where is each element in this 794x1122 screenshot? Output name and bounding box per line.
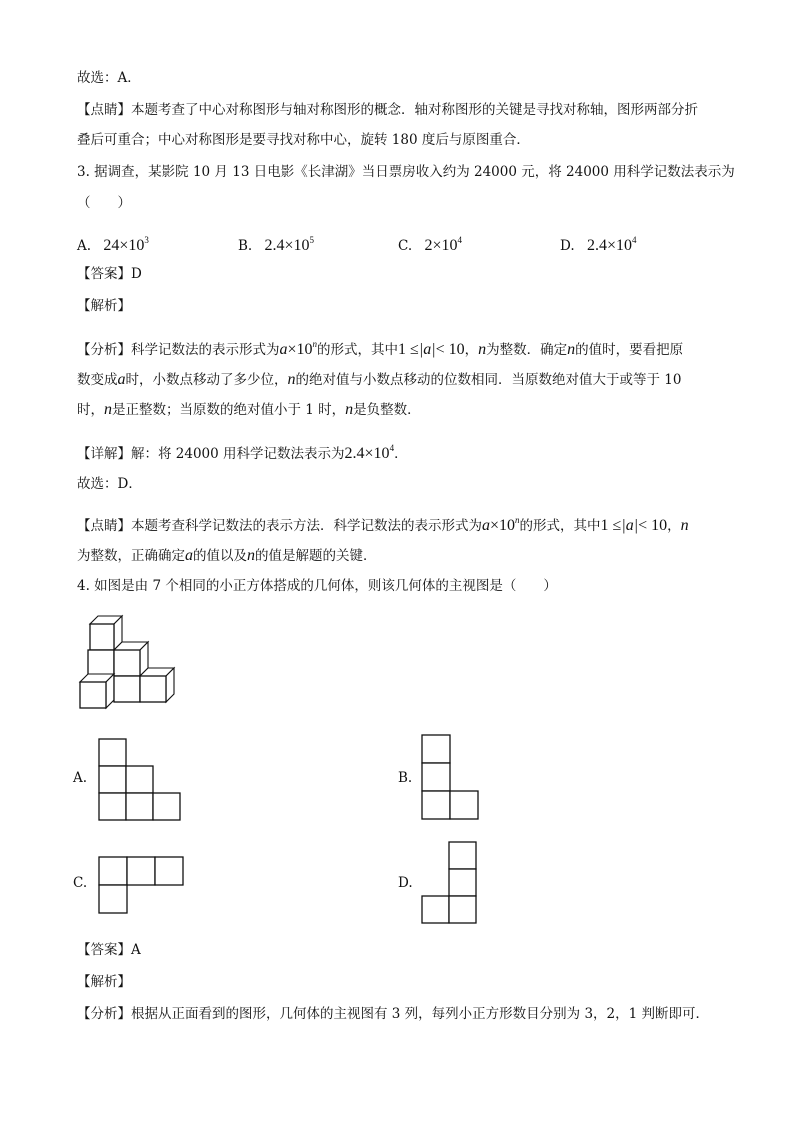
var-n: n	[287, 371, 296, 388]
q4-option-d-label: D.	[398, 875, 413, 891]
q3-option-a	[77, 230, 149, 256]
option-label: C.	[398, 238, 413, 254]
abs-a: |a|	[621, 517, 639, 534]
option-exponent: 5	[309, 235, 315, 245]
var-n: n	[515, 515, 520, 525]
comment-3-line-2	[77, 546, 377, 566]
cube	[140, 668, 174, 702]
option-label: A.	[77, 238, 92, 254]
var-n: n	[247, 547, 255, 564]
front-view-a-svg	[98, 738, 182, 822]
comment-line-1: 【点睛】本题考查了中心对称图形与轴对称图形的概念．轴对称图形的关键是寻找对称轴，图形两部分折	[77, 102, 698, 118]
text-run: 的绝对值与小数点移动的位数相同．当原数绝对值大于或等于 10	[295, 372, 682, 388]
cube-solid-figure	[74, 612, 184, 712]
text-run: 【点睛】本题考查科学记数法的表示方法．科学记数法的表示形式为	[77, 518, 482, 534]
conclusion-3: 故选：D．	[77, 476, 142, 492]
text-run: 【详解】解：将 24000 用科学记数法表示为	[77, 446, 345, 462]
option-label: B.	[238, 238, 253, 254]
var-n: n	[345, 401, 354, 418]
analysis-heading-4: 【解析】	[77, 974, 131, 990]
sci-mantissa: 2.4×10	[344, 445, 390, 462]
q4-option-c-label: C.	[73, 875, 88, 891]
var-n: n	[104, 401, 112, 418]
q3-option-c	[398, 230, 462, 256]
text-run: ，	[667, 518, 681, 534]
text-run: 的形式，其中	[317, 342, 399, 358]
ten: 10	[296, 341, 313, 358]
text-run: 的值是解题的关键．	[255, 548, 377, 564]
q4-option-a-label: A.	[73, 770, 88, 786]
q4-option-c-figure	[98, 856, 184, 914]
text-run: 为整数，正确确定	[77, 548, 185, 564]
option-exponent: 3	[144, 235, 149, 245]
text-run: 的形式，其中	[519, 518, 601, 534]
question-3-text: 3. 据调查，某影院 10 月 13 日电影《长津湖》当日票房收入约为 24000 元，将 24000 用科学记数法表示为	[77, 164, 735, 180]
text-run: 的值时，要看把原	[575, 342, 684, 358]
q4-option-a-figure	[98, 738, 182, 822]
text-run: 是负整数．	[353, 402, 421, 418]
text-run: ．	[394, 446, 408, 462]
analysis-4: 【分析】根据从正面看到的图形，几何体的主视图有 3 列，每列小正方形数目分别为 3，2，1 判断即可．	[77, 1006, 710, 1022]
option-mantissa: 2×10	[424, 237, 458, 254]
q4-option-b-label: B.	[398, 770, 413, 786]
var-a: a	[185, 547, 193, 564]
var-n: n	[312, 339, 318, 349]
times-sign: ×	[287, 341, 297, 358]
cube-solid-svg	[74, 612, 184, 712]
conclusion-line: 故选：A．	[77, 70, 141, 86]
analysis-3-line-1	[77, 334, 683, 360]
q3-option-d	[560, 230, 636, 256]
text-run: 的值以及	[193, 548, 247, 564]
var-a: a	[482, 517, 490, 534]
answer-4: 【答案】A	[77, 942, 141, 958]
front-view-b-svg	[421, 734, 479, 820]
text-run: 是正整数；当原数的绝对值小于 1 时，	[112, 402, 346, 418]
analysis-3-line-3	[77, 400, 421, 420]
analysis-3-line-2	[77, 370, 681, 390]
text-run: 时，	[77, 402, 104, 418]
one-le: 1 ≤	[600, 517, 622, 534]
lt-ten: < 10	[638, 517, 668, 534]
one-le: 1 ≤	[398, 341, 419, 358]
text-run: ，	[464, 342, 479, 358]
option-exponent: 4	[631, 235, 637, 245]
q4-option-b-figure	[421, 734, 479, 820]
answer-3: 【答案】D	[77, 266, 142, 282]
text-run: 为整数．确定	[486, 342, 568, 358]
analysis-heading-3: 【解析】	[77, 298, 131, 314]
var-a: a	[117, 371, 126, 388]
cube	[90, 616, 122, 650]
option-exponent: 4	[457, 235, 462, 245]
times-sign: ×	[490, 517, 500, 534]
cube	[114, 676, 140, 702]
var-a: a	[279, 341, 288, 358]
q4-option-d-figure	[421, 841, 479, 925]
option-label: D.	[560, 238, 575, 254]
q3-option-b	[238, 230, 314, 256]
option-mantissa: 2.4×10	[264, 237, 310, 254]
text-run: 时，小数点移动了多少位，	[125, 372, 288, 388]
comment-3-line-1	[77, 510, 689, 536]
lt-ten: < 10	[435, 341, 465, 358]
front-view-c-svg	[98, 856, 184, 914]
comment-line-2: 叠后可重合；中心对称图形是要寻找对称中心，旋转 180 度后与原图重合．	[77, 132, 530, 148]
var-n: n	[680, 517, 689, 534]
var-n: n	[567, 341, 576, 358]
abs-a: |a|	[418, 341, 436, 358]
cube	[80, 674, 114, 708]
var-n: n	[478, 341, 487, 358]
sci-exponent: 4	[389, 443, 395, 453]
front-view-d-svg	[421, 841, 479, 925]
question-3-bracket: （ ）	[77, 195, 131, 211]
text-run: 【分析】科学记数法的表示形式为	[77, 342, 280, 358]
cube	[114, 642, 148, 676]
detail-3	[77, 438, 408, 464]
ten: 10	[499, 517, 516, 534]
cube	[88, 650, 114, 676]
option-mantissa: 24×10	[103, 237, 145, 254]
question-4-text: 4. 如图是由 7 个相同的小正方体搭成的几何体，则该几何体的主视图是（ ）	[77, 578, 557, 594]
text-run: 数变成	[77, 372, 118, 388]
option-mantissa: 2.4×10	[586, 237, 632, 254]
